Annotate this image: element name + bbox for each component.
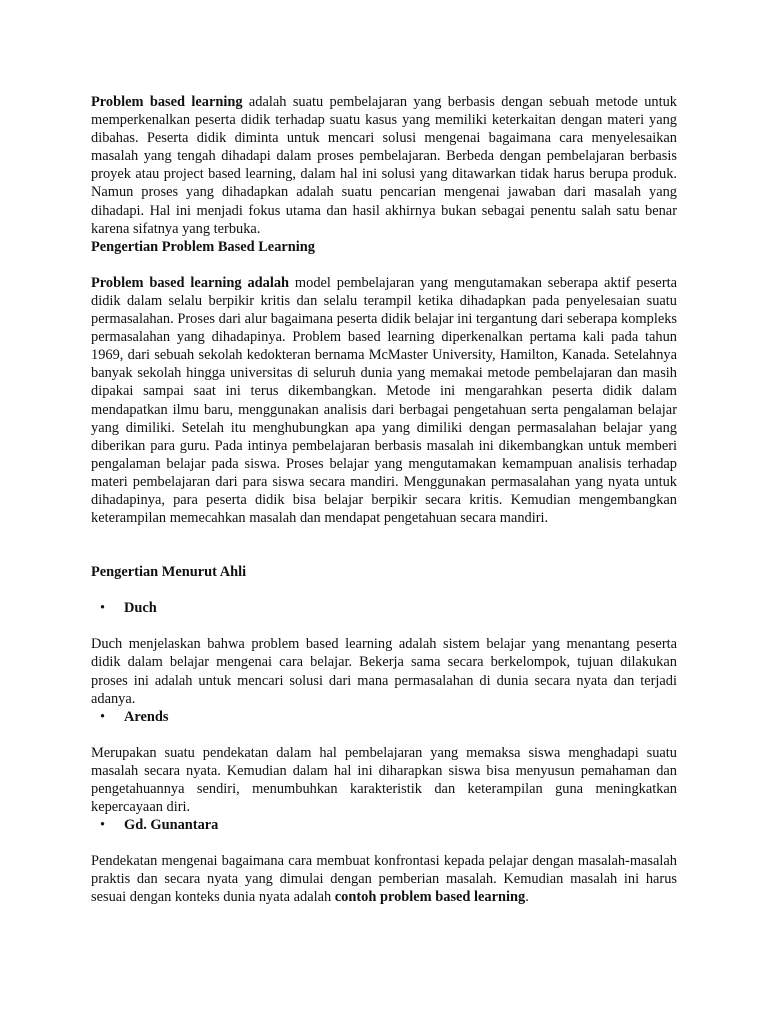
expert-text: Pendekatan mengenai bagaimana cara membuat konfrontasi kepada pelajar dengan masalah-masalah praktis dan secara nyata yang dimulai dengan pemberian masalah. Kemudian masalah ini harus sesuai dengan konteks dunia nyata adalah	[91, 853, 677, 906]
expert-bullet-duch	[91, 599, 677, 617]
section-heading-menurut-ahli: Pengertian Menurut Ahli	[91, 564, 247, 581]
definition-paragraph	[91, 274, 677, 527]
bullet-icon: •	[100, 600, 106, 617]
expert-bold-phrase: contoh problem based learning	[334, 889, 526, 906]
expert-paragraph-gunantara	[91, 852, 677, 906]
spacer	[91, 834, 677, 852]
spacer	[91, 581, 677, 599]
definition-lead: Problem based learning adalah	[91, 274, 290, 291]
spacer	[91, 617, 677, 635]
expert-text-end: .	[525, 889, 529, 906]
bullet-icon: •	[100, 817, 106, 834]
expert-bullet-arends	[91, 708, 677, 726]
spacer	[91, 726, 677, 744]
intro-paragraph	[91, 93, 677, 238]
definition-text: model pembelajaran yang mengutamakan seberapa aktif peserta didik dalam selalu berpikir kritis dan selalu terampil ketika dihadapkan pada penyelesaian suatu permasalahan. Proses dari alur bagaimana peserta didik belajar ini tergantung dari seberapa kompleks permasalahan yang dihadapinya. Problem based learning diperkenalkan pertama kali pada tahun 1969, dari sebuah sekolah kedokteran bernama McMaster University, Hamilton, Kanada. Setelahnya banyak sekolah hingga universitas di seluruh dunia yang memakai metode pembelajaran dan masih dipakai sampai saat ini terus dikembangkan. Metode ini mengarahkan peserta didik dalam mendapatkan ilmu baru, menggunakan analisis dari berbagai pengetahuan serta pengalaman belajar yang dimiliki. Setelah itu menghubungkan apa yang dimiliki dengan permasalahan belajar yang diberikan para guru. Pada intinya pembelajaran berbasis masalah ini dikembangkan untuk memberi pengalaman belajar pada siswa. Proses belajar yang mengutamakan kemampuan analisis terhadap materi pembelajaran dari para siswa secara mandiri. Menggunakan permasalahan yang nyata untuk dihadapinya, para peserta didik bisa belajar berpikir secara kritis. Kemudian mengembangkan keterampilan memecahkan masalah dan mendapat pengetahuan secara mandiri.	[91, 274, 677, 527]
expert-paragraph-duch: Duch menjelaskan bahwa problem based learning adalah sistem belajar yang menantang peserta didik dalam belajar mengenai cara belajar. Bekerja sama secara berkelompok, tujuan dilakukan proses ini adalah untuk mencari solusi dari mana permasalahan di dunia secara nyata dan terjadi adanya.	[91, 636, 677, 707]
expert-name: Arends	[124, 708, 169, 725]
document-body	[91, 93, 677, 907]
intro-text: adalah suatu pembelajaran yang berbasis dengan sebuah metode untuk memperkenalkan peserta didik terhadap suatu kasus yang memiliki keterkaitan dengan materi yang dibahas. Peserta didik diminta untuk mencari solusi mengenai bagaimana cara menyelesaikan masalah yang tengah dihadapi dalam proses pembelajaran. Berbeda dengan pembelajaran berbasis proyek atau project based learning, dalam hal ini solusi yang ditawarkan tidak harus berupa produk. Namun proses yang dihadapkan adalah suatu pencarian mengenai jawaban dari masalah yang dihadapi. Hal ini menjadi fokus utama dan hasil akhirnya bukan sebagai penentu salah satu benar karena sifatnya yang terbuka.	[91, 94, 677, 237]
expert-paragraph-arends: Merupakan suatu pendekatan dalam hal pembelajaran yang memaksa siswa menghadapi suatu masalah secara nyata. Kemudian dalam hal ini diharapkan siswa bisa menyusun pemahaman dan pengetahuannya sendiri, menumbuhkan karakteristik dan keterampilan guna meningkatkan kepercayaan diri.	[91, 744, 677, 816]
expert-bullet-gunantara	[91, 816, 677, 834]
section-heading-pengertian-pbl: Pengertian Problem Based Learning	[91, 238, 315, 255]
spacer	[91, 256, 677, 274]
expert-name: Duch	[124, 600, 157, 617]
bullet-icon: •	[100, 708, 106, 725]
expert-name: Gd. Gunantara	[124, 817, 219, 834]
spacer	[91, 527, 677, 563]
intro-lead: Problem based learning	[91, 94, 243, 110]
